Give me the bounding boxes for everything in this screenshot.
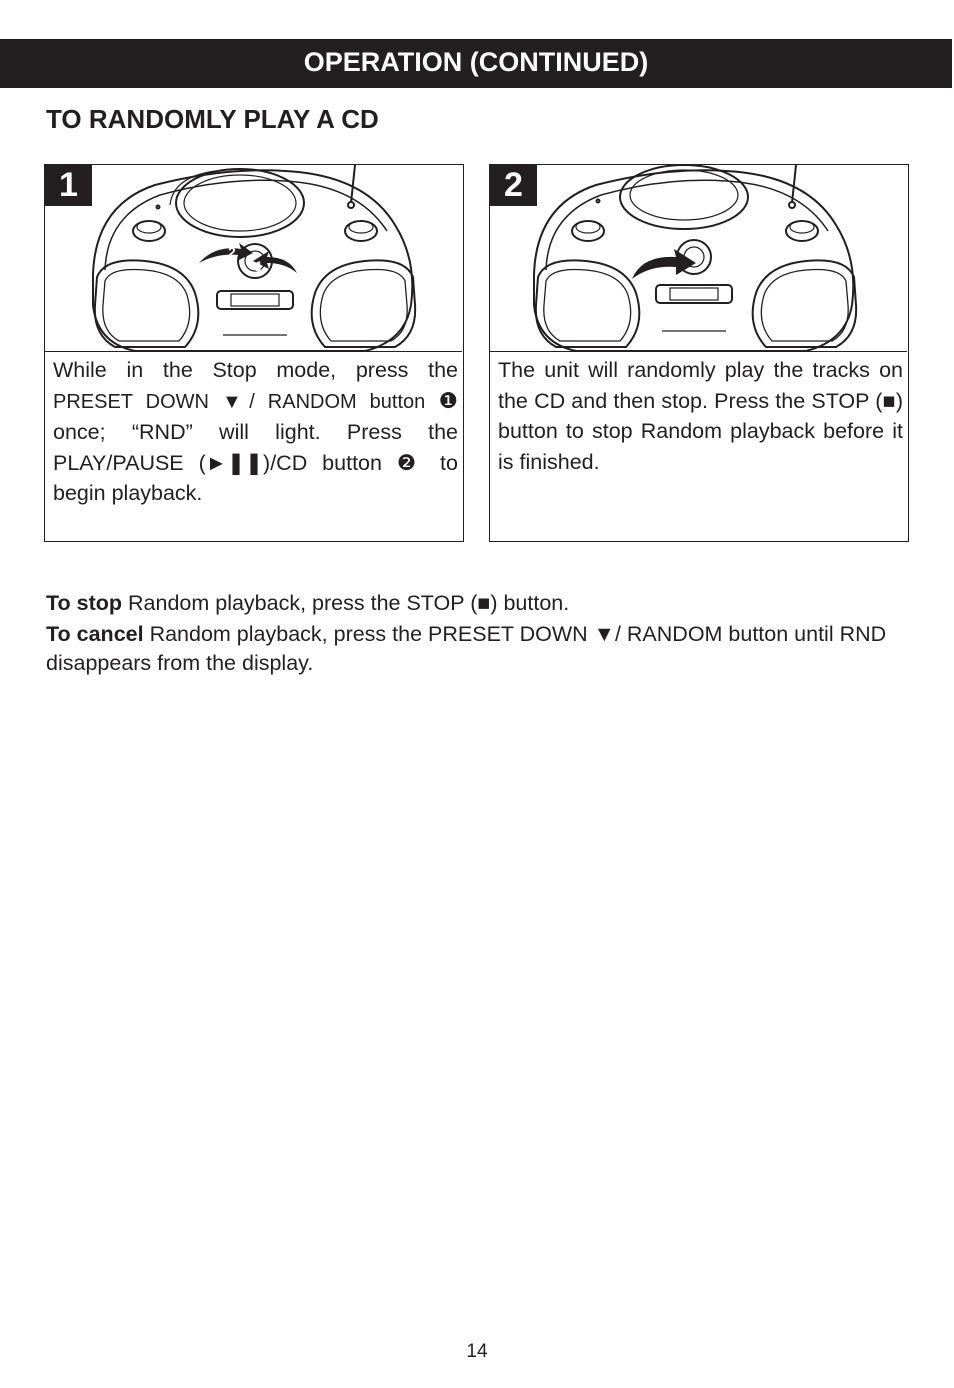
stop-note-text: Random playback, press the STOP (■) button. [122, 591, 570, 615]
cancel-note-text: Random playback, press the PRESET DOWN ▼/ RANDOM button until RND disappears from the display. [46, 622, 887, 675]
section-title: TO RANDOMLY PLAY A CD [46, 104, 379, 134]
boombox-illustration-icon [45, 165, 462, 352]
callout-1: 1 [255, 258, 263, 274]
step-1-text-button-name: PRESET DOWN ▼/ RANDOM button [53, 390, 426, 413]
cancel-note-label: To cancel [46, 622, 144, 646]
step-illustration-1 [45, 165, 462, 352]
stop-note-label: To stop [46, 591, 123, 615]
step-2-text: The unit will randomly play the tracks on the CD and then stop. Press the STOP (■) button to stop Random playback before it is finished. [498, 358, 903, 474]
page-title: OPERATION (CONTINUED) [303, 47, 649, 77]
callout-2: 2 [228, 244, 236, 260]
step-1-text-part: While in the Stop mode, press the [53, 358, 458, 382]
page-number: 14 [466, 1341, 488, 1362]
step-illustration-2 [490, 165, 907, 352]
step-1-text [53, 355, 458, 509]
header-bar [0, 39, 952, 88]
cancel-note [46, 620, 906, 678]
step-number-1: 1 [45, 165, 92, 206]
step-number-2: 2 [490, 165, 537, 206]
curved-arrow-icon [632, 249, 696, 279]
step-1-text-part: ❶ once; “RND” will light. Press the PLAY/PAUSE (►❚❚)/CD button ❷ to begin playback. [53, 388, 458, 505]
step-panel-2 [489, 164, 909, 542]
boombox-illustration-icon [490, 165, 907, 352]
step-panel-1 [44, 164, 464, 542]
stop-note [46, 589, 906, 618]
